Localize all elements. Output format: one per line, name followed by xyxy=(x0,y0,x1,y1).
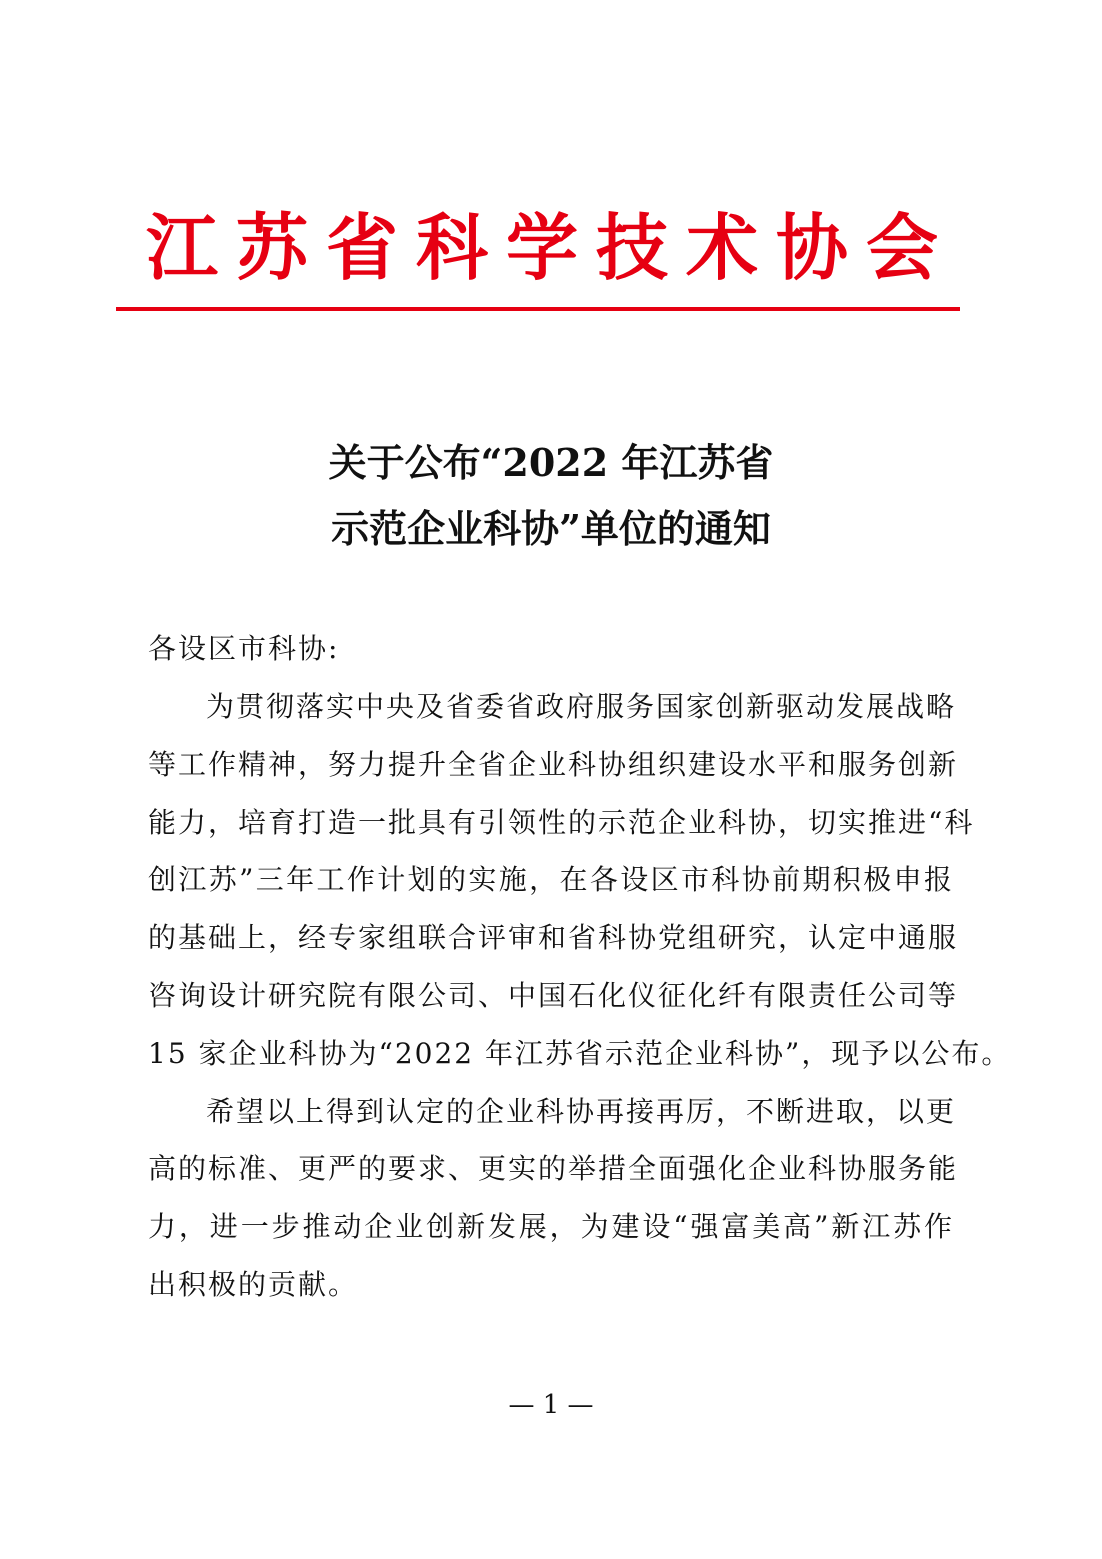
salutation: 各设区市科协: xyxy=(148,632,340,665)
paragraph-1-line-2: 等工作精神，努力提升全省企业科协组织建设水平和服务创新 xyxy=(148,747,959,781)
document-title xyxy=(0,430,1102,562)
paragraph-2-line-3: 力，进一步推动企业创新发展，为建设“强富美高”新江苏作 xyxy=(148,1210,954,1244)
paragraph-1-line-6: 咨询设计研究院有限公司、中国石化仪征化纤有限责任公司等 xyxy=(148,978,959,1012)
header-divider-rule xyxy=(116,307,960,311)
paragraph-2-line-4: 出积极的贡献。 xyxy=(148,1267,359,1301)
paragraph-2-line-2: 高的标准、更严的要求、更实的举措全面强化企业科协服务能 xyxy=(148,1152,959,1186)
paragraph-1-line-1: 为贯彻落实中央及省委省政府服务国家创新驱动发展战略 xyxy=(206,690,957,723)
title-line-2: 示范企业科协”单位的通知 xyxy=(331,506,771,551)
paragraph-2-line-1: 希望以上得到认定的企业科协再接再厉，不断进取，以更 xyxy=(206,1094,957,1128)
page-number: — 1 — xyxy=(508,1390,594,1420)
title-line-1: 关于公布“2022 年江苏省 xyxy=(328,440,774,485)
organization-header: 江苏省科学技术协会 xyxy=(145,205,956,290)
paragraph-1-line-4: 创江苏”三年工作计划的实施，在各设区市科协前期积极申报 xyxy=(148,863,954,897)
paragraph-1-line-5: 的基础上，经专家组联合评审和省科协党组研究，认定中通服 xyxy=(148,921,959,955)
document-body xyxy=(148,678,1012,1314)
paragraph-1-line-7: 15 家企业科协为“2022 年江苏省示范企业科协”，现予以公布。 xyxy=(148,1036,1012,1070)
paragraph-1-line-3: 能力，培育打造一批具有引领性的示范企业科协，切实推进“科 xyxy=(148,805,975,839)
